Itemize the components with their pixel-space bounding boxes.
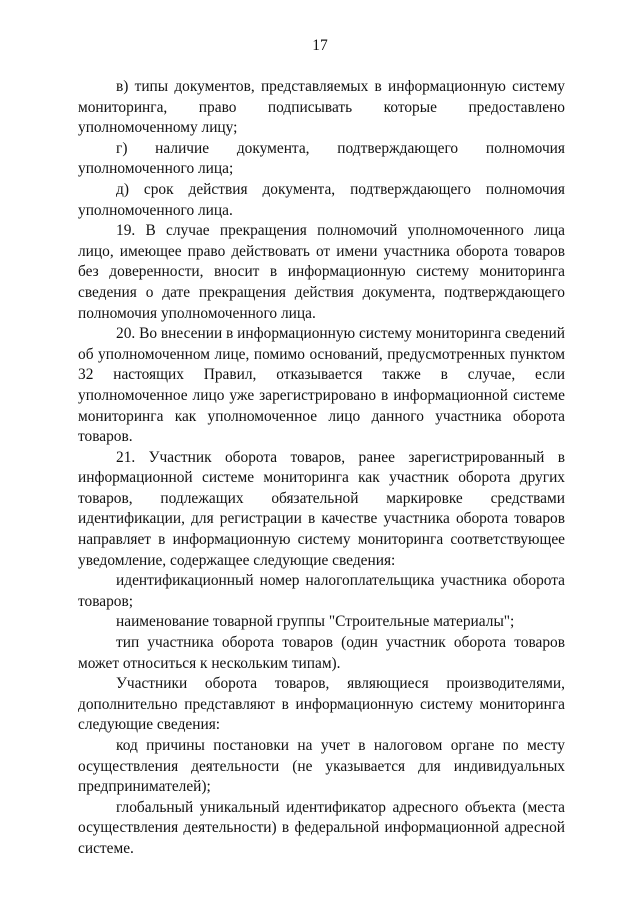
paragraph-3v-document-types: в) типы документов, представляемых в информационную систему мониторинга, право подписывать которые предоставлено уполномоченному лицу; xyxy=(78,78,565,137)
paragraph-21-item-participant-type: тип участника оборота товаров (один участник оборота товаров может относиться к нескольким типам). xyxy=(78,634,565,672)
paragraph-producers: Участники оборота товаров, являющиеся производителями, дополнительно представляют в информационную систему мониторинга следующие сведения: xyxy=(78,675,565,734)
page-number: 17 xyxy=(312,37,328,54)
paragraph-producers-item-fias-guid: глобальный уникальный идентификатор адресного объекта (места осуществления деятельности) в федеральной информационной адресной системе. xyxy=(78,798,565,857)
paragraph-21: 21. Участник оборота товаров, ранее зарегистрированный в информационной системе мониторинга как участник оборота других товаров, подлежащих обязательной маркировке средствами идентификации, для регистрации в качестве участника оборота товаров направляет в информационную систему мониторинга соответствующее уведомление, содержащее следующие сведения: xyxy=(78,448,565,569)
paragraph-21-item-product-group: наименование товарной группы "Строительные материалы"; xyxy=(116,613,515,631)
paragraph-3g-document-presence: г) наличие документа, подтверждающего полномочия уполномоченного лица; xyxy=(78,139,565,178)
paragraph-3d-document-validity: д) срок действия документа, подтверждающего полномочия уполномоченного лица. xyxy=(78,180,565,219)
paragraph-21-item-inn: идентификационный номер налогоплательщика участника оборота товаров; xyxy=(78,572,565,610)
paragraph-producers-item-kpp: код причины постановки на учет в налоговом органе по месту осуществления деятельности (не указывается для индивидуальных предпринимателей); xyxy=(78,737,565,796)
paragraph-19: 19. В случае прекращения полномочий уполномоченного лица лицо, имеющее право действовать от имени участника оборота товаров без доверенности, вносит в информационную систему мониторинга сведения о дате прекращения действия документа, подтверждающего полномочия уполномоченного лица. xyxy=(78,222,565,322)
document-body xyxy=(78,77,565,860)
paragraph-20: 20. Во внесении в информационную систему мониторинга сведений об уполномоченном лице, помимо оснований, предусмотренных пунктом 32 настоящих Правил, отказывается также в случае, если уполномоченное лицо уже зарегистрировано в информационной системе мониторинга как уполномоченное лицо данного участника оборота товаров. xyxy=(78,325,565,446)
